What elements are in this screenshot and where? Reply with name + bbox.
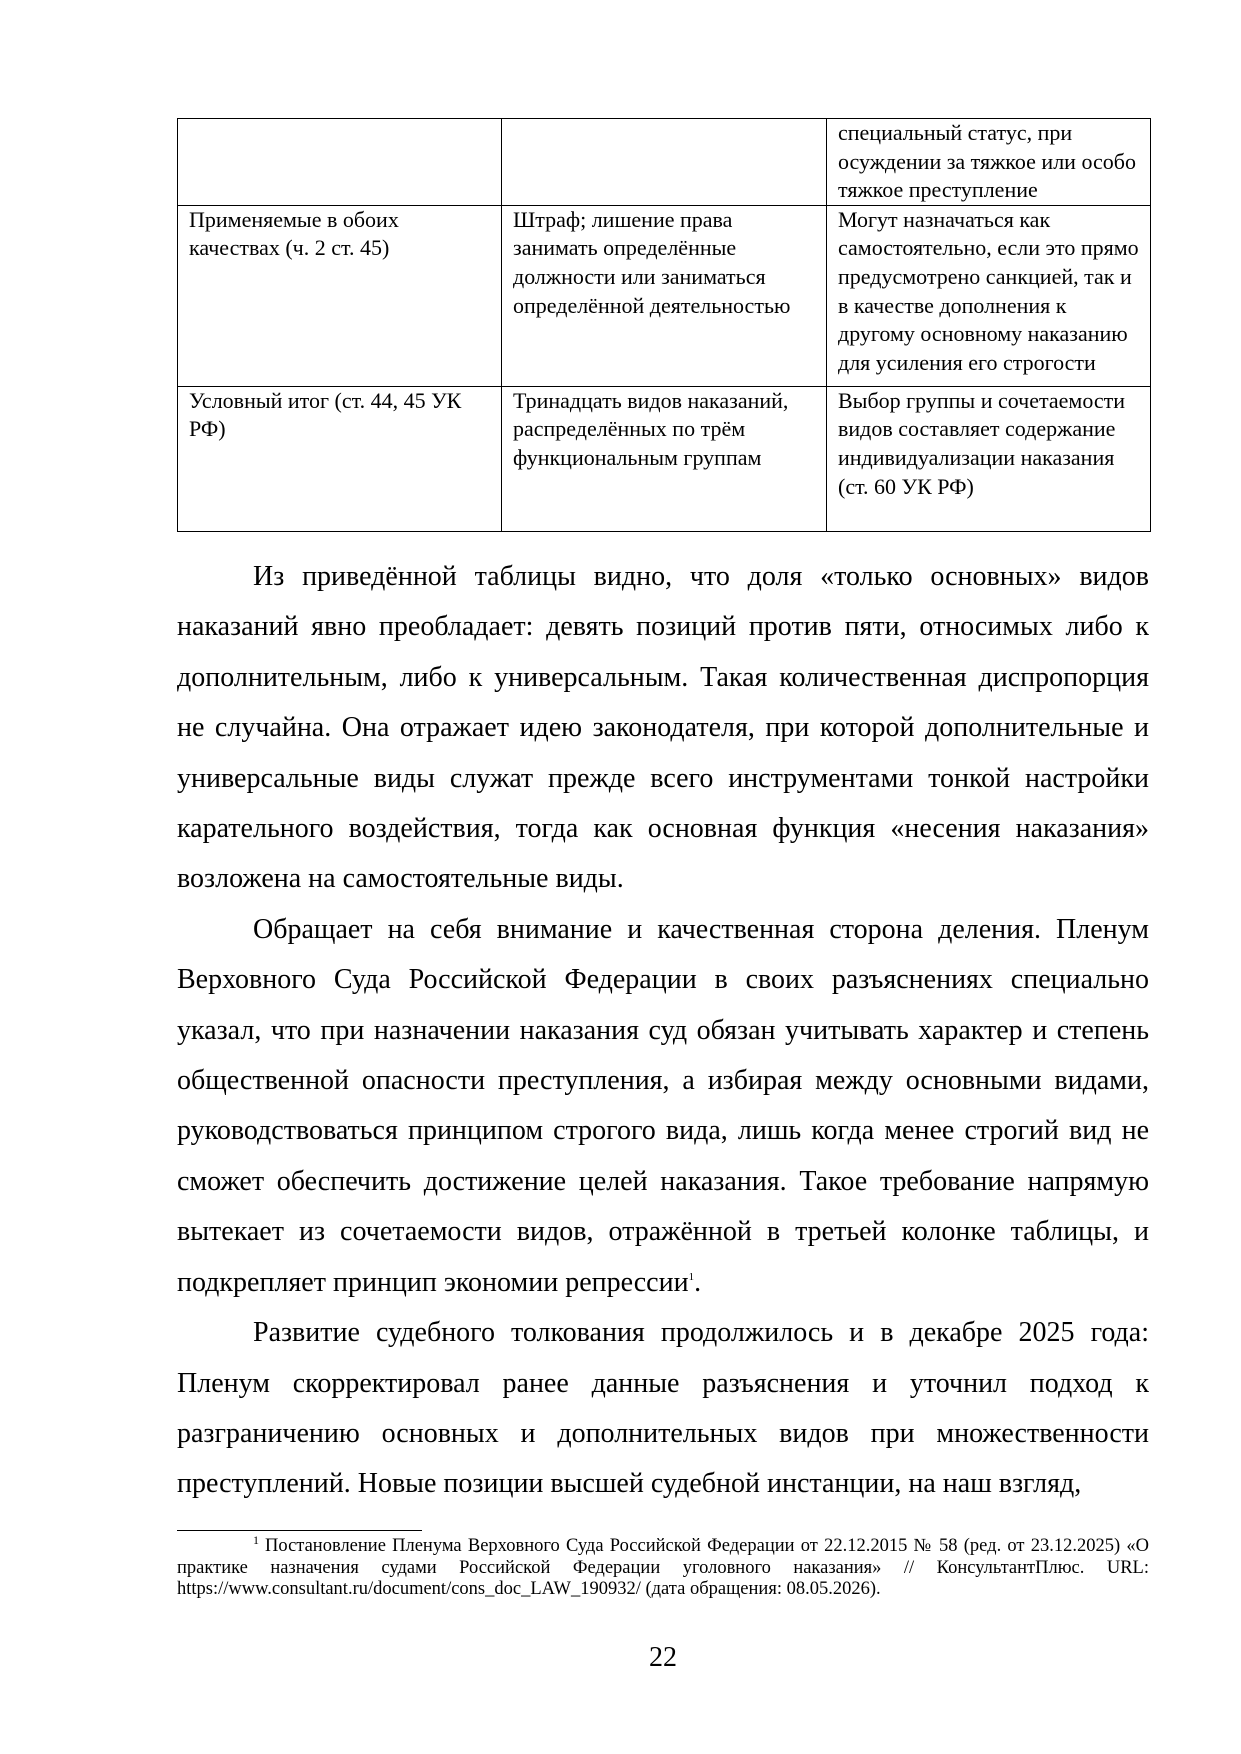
table-row bbox=[178, 386, 1151, 531]
footnote bbox=[177, 1533, 1149, 1601]
paragraph: Из приведённой таблицы видно, что доля «только основных» видов наказаний явно преобладает: девять позиций против пяти, относимых либо к дополнительным, либо к универсальным. Такая количественная диспропорция не случайна. Она отражает идею законодателя, при которой дополнительные и универсальные виды служат прежде всего инструментами тонкой настройки карательного воздействия, тогда как основная функция «несения наказания» возложена на самостоятельные виды. bbox=[177, 561, 1149, 895]
footnote-number: 1 bbox=[253, 1533, 259, 1547]
table-cell bbox=[502, 119, 827, 206]
footnote-paragraph bbox=[177, 1533, 1149, 1601]
table-cell: Тринадцать видов наказаний, распределённых по трём функциональным группам bbox=[502, 386, 827, 531]
footnote-separator bbox=[177, 1530, 422, 1531]
table-cell: Применяемые в обоих качествах (ч. 2 ст. 45) bbox=[178, 205, 502, 386]
table-row bbox=[178, 119, 1151, 206]
table-cell: специальный статус, при осуждении за тяжкое или особо тяжкое преступление bbox=[827, 119, 1151, 206]
paragraph bbox=[177, 905, 1149, 1308]
table-cell bbox=[178, 119, 502, 206]
table-row bbox=[178, 205, 1151, 386]
table-cell: Выбор группы и сочетаемости видов составляет содержание индивидуализации наказания (ст. 60 УК РФ) bbox=[827, 386, 1151, 531]
paragraph-end: . bbox=[694, 1266, 702, 1298]
paragraph-text: Обращает на себя внимание и качественная сторона деления. Пленум Верховного Суда Российской Федерации в своих разъяснениях специально указал, что при назначении наказания суд обязан учитывать характер и степень общественной опасности преступления, а избирая между основными видами, руководствоваться принципом строгого вида, лишь когда менее строгий вид не сможет обеспечить достижение целей наказания. Такое требование напрямую вытекает из сочетаемости видов, отражённой в третьей колонке таблицы, и подкрепляет принцип экономии репрессии bbox=[177, 913, 1149, 1298]
table-cell: Условный итог (ст. 44, 45 УК РФ) bbox=[178, 386, 502, 531]
punishment-types-table bbox=[177, 118, 1151, 532]
table-cell: Могут назначаться как самостоятельно, если это прямо предусмотрено санкцией, так и в качестве дополнения к другому основному наказанию для усиления его строгости bbox=[827, 205, 1151, 386]
body-text bbox=[177, 552, 1149, 1510]
footnote-reference[interactable]: 1 bbox=[688, 1270, 695, 1283]
page-number: 22 bbox=[649, 1642, 677, 1673]
paragraph: Развитие судебного толкования продолжилось и в декабре 2025 года: Пленум скорректировал ранее данные разъяснения и уточнил подход к разграничению основных и дополнительных видов при множественности преступлений. Новые позиции высшей судебной инстанции, на наш взгляд, bbox=[177, 1317, 1149, 1500]
footnote-text: Постановление Пленума Верховного Суда Российской Федерации от 22.12.2015 № 58 (ред. от 23.12.2025) «О практике назначения судами Российской Федерации уголовного наказания» // КонсультантПлюс. URL: https://www.consultant.ru/document/cons_doc_LAW_190932/ (дата обращения: 08.05.2026). bbox=[177, 1536, 1149, 1599]
table-cell: Штраф; лишение права занимать определённые должности или заниматься определённой деятельностью bbox=[502, 205, 827, 386]
